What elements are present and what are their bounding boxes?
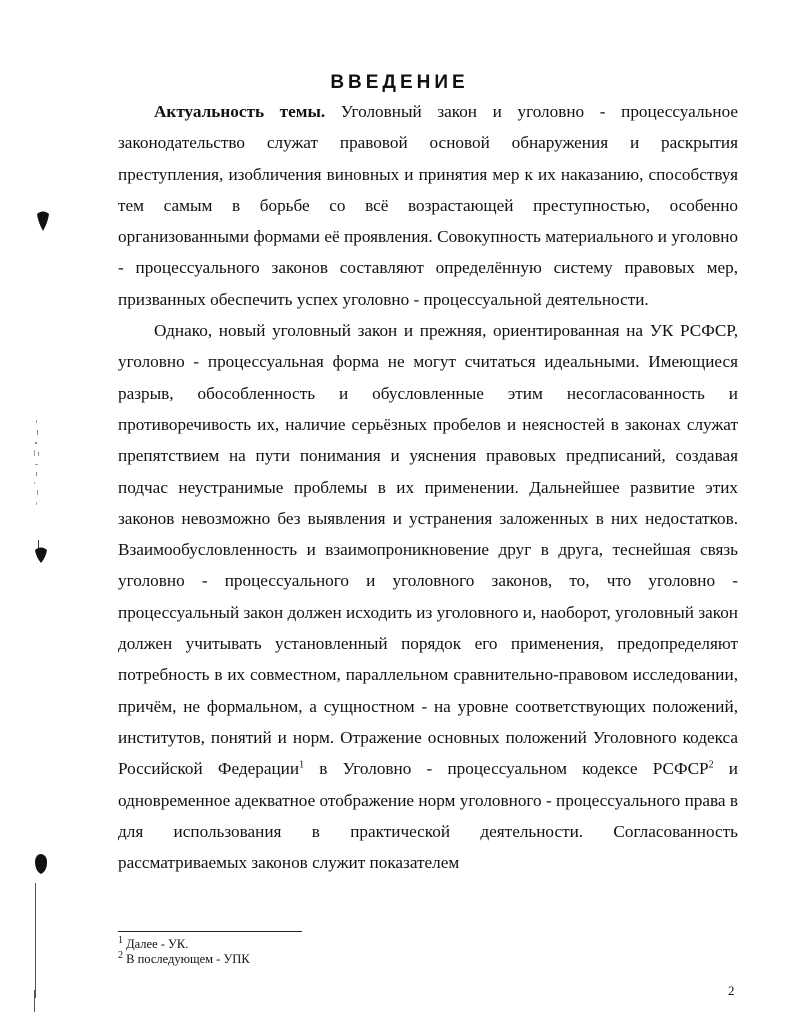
punch-mark-top xyxy=(36,210,50,232)
footnote-text: Далее - УК. xyxy=(123,937,189,951)
body-text xyxy=(118,96,738,878)
footnote-mark: 2 xyxy=(118,949,123,961)
footnotes xyxy=(118,934,250,967)
footnote-ref: 2 xyxy=(708,759,714,771)
paragraph-text: Уголовный закон и уголовно - процессуальное законодательство служат правовой основой обнаружения и раскрытия преступления, изобличения виновных и принятия мер к их наказанию, способствуя тем самым в борьбе со всё возрастающей преступностью, особенно организованными формами её проявления. Совокупность материального и уголовно - процессуального законов составляют определённую систему правовых мер, призванных обеспечить успех уголовно - процессуальной деятельности. xyxy=(118,102,738,309)
paragraph-lead: Актуальность темы. xyxy=(154,102,326,121)
paragraph-2 xyxy=(118,315,738,878)
punch-mark-middle xyxy=(34,540,48,564)
footnote-ref: 1 xyxy=(299,759,305,771)
page-number: 2 xyxy=(728,983,735,998)
footnote-2 xyxy=(118,949,250,967)
paragraph-text: в Уголовно - процессуальном кодексе РСФСР xyxy=(304,759,709,779)
footnote-1 xyxy=(118,934,250,952)
paragraph-text: и одновременное адекватное отображение норм уголовного - процессуального права в для использования в практической деятельности. Согласованность рассматриваемых законов служит показателем xyxy=(118,759,738,873)
footnote-text: В последующем - УПК xyxy=(123,952,250,966)
scan-noise xyxy=(30,420,46,510)
page-title: ВВЕДЕНИЕ xyxy=(330,72,469,93)
footnote-divider xyxy=(118,931,302,932)
scan-edge-line xyxy=(34,990,35,1012)
paragraph-1 xyxy=(118,96,738,315)
paragraph-text: Однако, новый уголовный закон и прежняя, ориентированная на УК РСФСР, уголовно - процессуальная форма не могут считаться идеальными. Имеющиеся разрыв, обособленность и обусловленные этим несогласованность и противоречивость их, наличие серьёзных пробелов и неясностей в законах служат препятствием на пути понимания и уяснения правовых предписаний, создавая подчас неустранимые проблемы в их применении. Дальнейшее развитие этих законов невозможно без выявления и устранения заложенных в них недостатков. Взаимообусловленность и взаимопроникновение друг в друга, теснейшая связь уголовно - процессуального и уголовного законов, то, что уголовно - процессуальный закон должен исходить из уголовного и, наоборот, уголовный закон должен учитывать установленный порядок его применения, предопределяют потребность в их совместном, параллельном сравнительно-правовом исследовании, причём, не формальном, а сущностном - на уровне соответствующих положений, институтов, понятий и норм. Отражение основных положений Уголовного кодекса Российской Федерации xyxy=(118,321,738,779)
punch-mark-bottom xyxy=(33,853,49,875)
footnote-mark: 1 xyxy=(118,934,123,946)
scan-edge-line xyxy=(35,883,36,998)
